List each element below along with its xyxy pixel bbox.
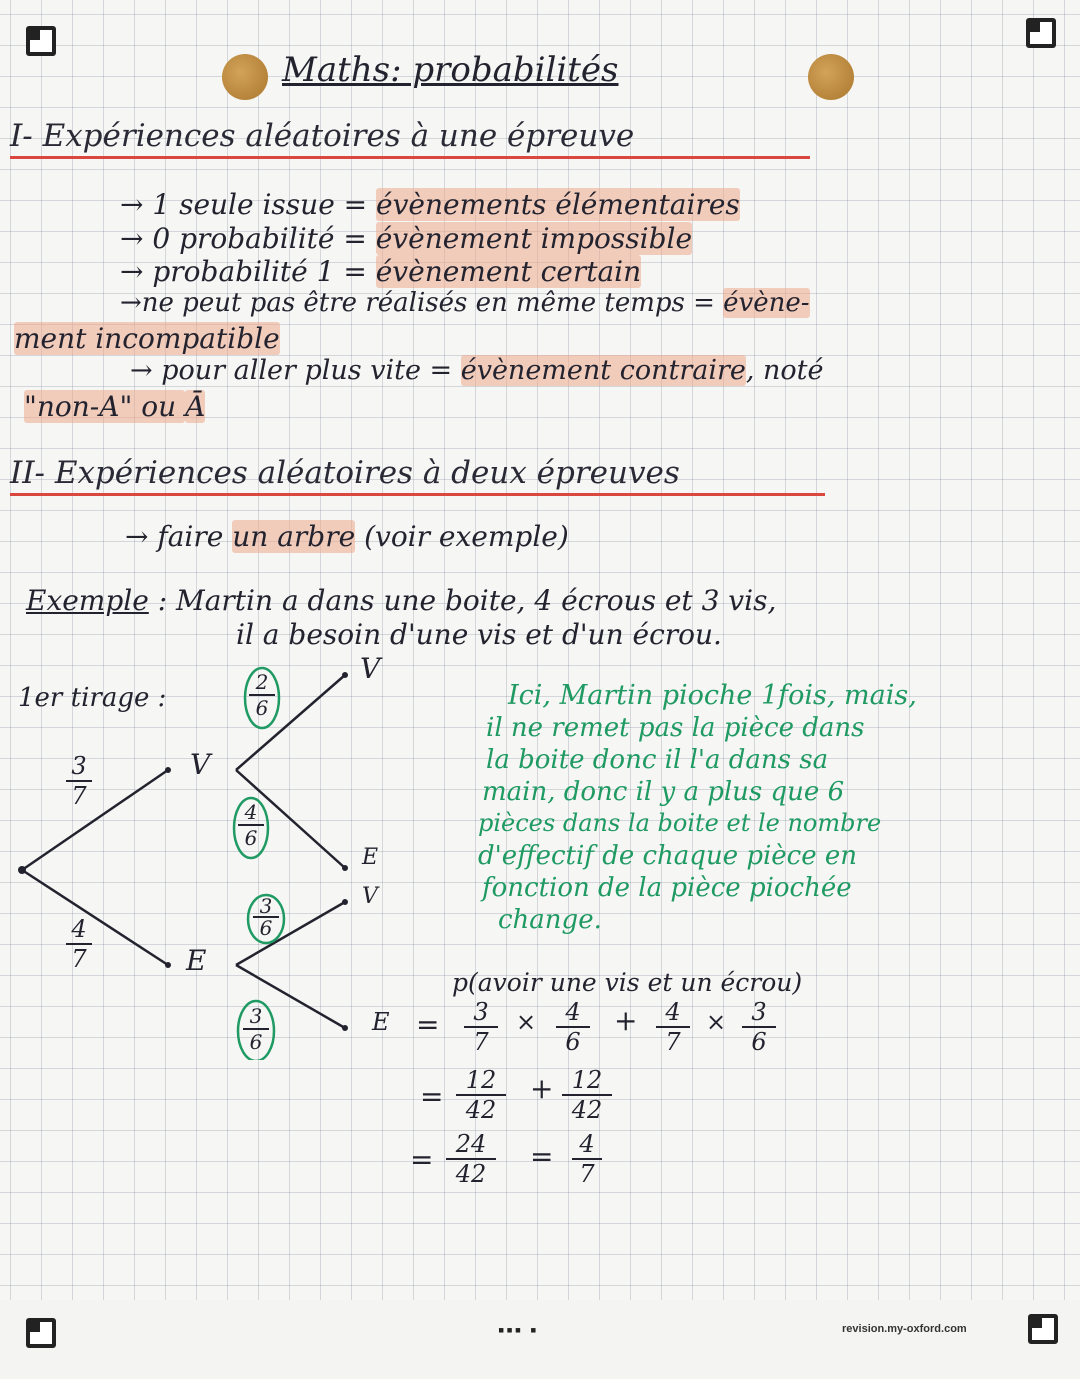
page-footer <box>0 1300 1080 1379</box>
note-line-6: d'effectif de chaque pièce en <box>478 841 858 871</box>
page-indicator-dots: ▪▪▪ ▪ <box>498 1320 539 1340</box>
numerator: 4 <box>238 800 264 826</box>
corner-marker-top-left <box>26 26 56 56</box>
line-text: (voir exemple) <box>355 520 569 553</box>
calc-fraction-5 <box>456 1066 506 1124</box>
example-line-2: il a besoin d'une vis et d'un écrou. <box>236 618 722 651</box>
section1-line-7 <box>24 390 205 423</box>
calc-times-1: × <box>516 1008 537 1036</box>
denominator: 7 <box>71 945 87 973</box>
denominator: 7 <box>473 1028 489 1056</box>
page-title: Maths: probabilités <box>282 50 619 90</box>
leaf-dot-3 <box>342 899 348 905</box>
denominator: 6 <box>249 1030 263 1054</box>
first-draw-label: 1er tirage : <box>18 683 167 713</box>
numerator: 3 <box>66 752 92 782</box>
calc-equals-1: = <box>416 1008 440 1041</box>
calc-plus-1: + <box>614 1004 638 1037</box>
numerator: 12 <box>562 1066 612 1096</box>
denominator: 7 <box>579 1160 595 1188</box>
denominator: 6 <box>565 1028 581 1056</box>
fraction-sub-1 <box>249 670 275 720</box>
calc-fraction-1 <box>464 998 498 1056</box>
note-line-2: il ne remet pas la pièce dans <box>486 713 865 743</box>
branch-root-v <box>22 770 168 870</box>
leaf-label-4: E <box>372 1008 390 1036</box>
calc-fraction-2 <box>556 998 590 1056</box>
line-text: → 1 seule issue = <box>120 188 377 221</box>
denominator: 42 <box>455 1160 487 1188</box>
note-line-7: fonction de la pièce piochée <box>482 873 852 903</box>
line-text: → probabilité 1 = <box>120 255 376 288</box>
leaf-label-3: V <box>362 884 378 909</box>
section1-line-5 <box>14 322 280 355</box>
denominator: 6 <box>255 696 269 720</box>
highlight-term: évènement contraire <box>460 355 746 386</box>
denominator: 42 <box>465 1096 497 1124</box>
branch-root-e <box>22 870 168 965</box>
leaf-dot-2 <box>342 865 348 871</box>
numerator: 4 <box>572 1130 602 1160</box>
denominator: 6 <box>259 916 273 940</box>
note-line-8: change. <box>498 905 602 935</box>
calc-fraction-8 <box>572 1130 602 1188</box>
line-text: →ne peut pas être réalisés en même temps = <box>120 288 724 318</box>
numerator: 24 <box>446 1130 496 1160</box>
note-line-1: Ici, Martin pioche 1fois, mais, <box>508 680 917 711</box>
numerator: 3 <box>243 1004 269 1030</box>
numerator: 2 <box>249 670 275 696</box>
section2-line <box>125 520 569 553</box>
calc-equals-3: = <box>410 1143 434 1176</box>
fraction-branch-2 <box>66 915 92 973</box>
denominator: 7 <box>665 1028 681 1056</box>
line-text: "non-A" ou <box>24 390 186 423</box>
fraction-sub-4 <box>243 1004 269 1054</box>
node-label-e: E <box>186 944 207 977</box>
calc-fraction-4 <box>742 998 776 1056</box>
calc-fraction-6 <box>562 1066 612 1124</box>
line-text: → 0 probabilité = <box>120 222 376 255</box>
highlight-term: Ā <box>185 390 206 423</box>
line-tail: , noté <box>745 355 824 386</box>
leaf-label-1: V <box>360 652 381 685</box>
probability-tree <box>0 640 420 1060</box>
example-line-1 <box>26 584 776 617</box>
section1-line-1 <box>120 188 740 221</box>
calc-label: p(avoir une vis et un écrou) <box>452 968 803 997</box>
leaf-dot-1 <box>342 672 348 678</box>
section2-heading: II- Expériences aléatoires à deux épreuves <box>10 455 825 496</box>
line-text: → faire <box>125 520 233 553</box>
denominator: 6 <box>244 826 258 850</box>
corner-marker-bottom-left <box>26 1318 56 1348</box>
fraction-branch-1 <box>66 752 92 810</box>
calc-plus-2: + <box>530 1072 554 1105</box>
fraction-sub-3 <box>253 896 279 938</box>
node-label-v: V <box>190 748 211 781</box>
section1-heading: I- Expériences aléatoires à une épreuve <box>10 118 810 159</box>
footer-url: revision.my-oxford.com <box>842 1323 967 1335</box>
leaf-label-2: E <box>362 845 379 870</box>
line-text: → pour aller plus vite = <box>130 355 461 386</box>
calc-fraction-7 <box>446 1130 496 1188</box>
denominator: 42 <box>571 1096 603 1124</box>
corner-marker-top-right <box>1026 18 1056 48</box>
highlight-term: évènement certain <box>375 255 642 288</box>
section1-line-3 <box>120 255 641 288</box>
leaf-dot-4 <box>342 1025 348 1031</box>
section1-line-6 <box>130 355 823 386</box>
section1-line-4 <box>120 288 810 318</box>
binder-hole-left <box>222 54 268 100</box>
example-label: Exemple <box>26 584 149 617</box>
node-dot-v <box>165 767 171 773</box>
example-text: : Martin a dans une boite, 4 écrous et 3 vis, <box>157 584 777 617</box>
calc-fraction-3 <box>656 998 690 1056</box>
numerator: 4 <box>656 998 690 1028</box>
note-line-5: pièces dans la boite et le nombre <box>478 809 882 837</box>
highlight-term: évènements élémentaires <box>376 188 740 221</box>
tree-root-dot <box>18 866 26 874</box>
numerator: 4 <box>556 998 590 1028</box>
numerator: 3 <box>742 998 776 1028</box>
fraction-sub-2 <box>238 800 264 850</box>
highlight-term: évène- <box>723 288 810 318</box>
corner-marker-bottom-right <box>1028 1314 1058 1344</box>
numerator: 4 <box>66 915 92 945</box>
highlight-term: ment incompatible <box>14 322 280 355</box>
section1-line-2 <box>120 222 692 255</box>
calc-equals-4: = <box>530 1140 554 1173</box>
numerator: 3 <box>253 896 279 918</box>
binder-hole-right <box>808 54 854 100</box>
numerator: 12 <box>456 1066 506 1096</box>
numerator: 3 <box>464 998 498 1028</box>
note-line-3: la boite donc il l'a dans sa <box>486 745 829 775</box>
highlight-term: un arbre <box>232 520 356 553</box>
calc-times-2: × <box>706 1008 727 1036</box>
denominator: 7 <box>71 782 87 810</box>
note-line-4: main, donc il y a plus que 6 <box>482 777 845 807</box>
calc-equals-2: = <box>420 1080 444 1113</box>
node-dot-e <box>165 962 171 968</box>
highlight-term: évènement impossible <box>375 222 693 255</box>
denominator: 6 <box>751 1028 767 1056</box>
